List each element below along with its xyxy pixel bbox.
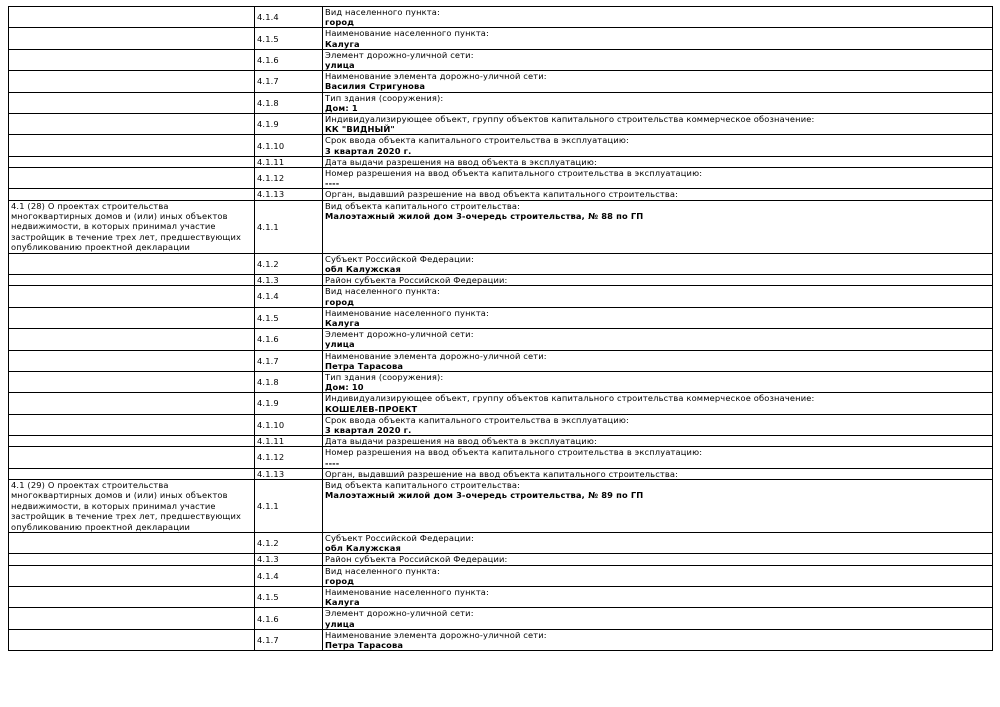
table-row [9, 468, 993, 479]
section-cell [9, 92, 255, 113]
field-value: обл Калужская [325, 543, 402, 554]
table-row [9, 554, 993, 565]
field-label: Тип здания (сооружения): [325, 371, 444, 382]
item-description [323, 71, 993, 92]
item-description [323, 565, 993, 586]
item-number: 4.1.11 [255, 436, 323, 447]
field-value: улица [325, 618, 355, 629]
item-number: 4.1.3 [255, 275, 323, 286]
item-number: 4.1.7 [255, 71, 323, 92]
field-label: Номер разрешения на ввод объекта капитального строительства в эксплуатацию: [325, 447, 703, 458]
section-cell [9, 554, 255, 565]
item-number: 4.1.5 [255, 307, 323, 328]
table-row [9, 350, 993, 371]
section-cell [9, 447, 255, 468]
field-label: Орган, выдавший разрешение на ввод объекта капитального строительства: [325, 189, 679, 200]
section-cell [9, 28, 255, 49]
item-description [323, 371, 993, 392]
field-value: Дом: 10 [325, 382, 364, 393]
item-description [323, 532, 993, 553]
section-cell [9, 393, 255, 414]
table-row [9, 565, 993, 586]
item-description [323, 156, 993, 167]
field-value: ---- [325, 457, 340, 468]
table-row [9, 135, 993, 156]
table-row [9, 28, 993, 49]
declaration-table [8, 6, 993, 651]
item-description [323, 168, 993, 189]
field-value: город [325, 17, 355, 28]
table-row [9, 307, 993, 328]
item-number: 4.1.13 [255, 189, 323, 200]
field-value: улица [325, 339, 355, 350]
section-cell [9, 189, 255, 200]
item-description [323, 329, 993, 350]
item-number: 4.1.7 [255, 629, 323, 650]
table-row [9, 371, 993, 392]
section-cell [9, 414, 255, 435]
field-label: Наименование населенного пункта: [325, 587, 489, 597]
field-value: КОШЕЛЕВ-ПРОЕКТ [325, 403, 418, 414]
field-label: Индивидуализирующее объект, группу объектов капитального строительства коммерческое обозначение: [325, 114, 815, 125]
item-description [323, 28, 993, 49]
field-value: Петра Тарасова [325, 640, 404, 651]
item-description [323, 350, 993, 371]
field-label: Вид населенного пункта: [325, 286, 440, 297]
item-description [323, 307, 993, 328]
field-label: Район субъекта Российской Федерации: [325, 275, 508, 286]
table-row [9, 200, 993, 253]
item-description [323, 286, 993, 307]
item-number: 4.1.2 [255, 532, 323, 553]
item-description [323, 629, 993, 650]
section-cell [9, 608, 255, 629]
field-value: Калуга [325, 597, 360, 608]
table-row [9, 114, 993, 135]
table-row [9, 447, 993, 468]
item-description [323, 414, 993, 435]
field-value: Калуга [325, 317, 360, 328]
item-description [323, 275, 993, 286]
item-number: 4.1.5 [255, 28, 323, 49]
section-cell [9, 371, 255, 392]
field-label: Вид объекта капитального строительства: [325, 479, 521, 490]
item-number: 4.1.12 [255, 447, 323, 468]
section-cell [9, 253, 255, 274]
section-cell [9, 275, 255, 286]
section-cell [9, 71, 255, 92]
item-description [323, 479, 993, 532]
item-number: 4.1.7 [255, 350, 323, 371]
field-label: Индивидуализирующее объект, группу объектов капитального строительства коммерческое обозначение: [325, 393, 815, 404]
item-number: 4.1.12 [255, 168, 323, 189]
section-cell [9, 532, 255, 553]
item-description [323, 447, 993, 468]
section-cell [9, 307, 255, 328]
item-description [323, 393, 993, 414]
field-value: 3 квартал 2020 г. [325, 424, 412, 435]
field-label: Субъект Российской Федерации: [325, 253, 474, 264]
field-label: Субъект Российской Федерации: [325, 532, 474, 543]
item-description [323, 554, 993, 565]
item-number: 4.1.1 [255, 479, 323, 532]
item-number: 4.1.6 [255, 608, 323, 629]
field-value: 3 квартал 2020 г. [325, 145, 412, 156]
table-row [9, 168, 993, 189]
field-label: Наименование населенного пункта: [325, 28, 489, 39]
item-number: 4.1.6 [255, 329, 323, 350]
field-label: Орган, выдавший разрешение на ввод объекта капитального строительства: [325, 468, 679, 479]
section-cell [9, 135, 255, 156]
table-row [9, 436, 993, 447]
item-number: 4.1.4 [255, 286, 323, 307]
section-cell [9, 629, 255, 650]
field-label: Наименование элемента дорожно-уличной сети: [325, 71, 547, 82]
field-label: Наименование населенного пункта: [325, 307, 489, 318]
item-number: 4.1.6 [255, 49, 323, 70]
section-cell [9, 436, 255, 447]
item-number: 4.1.9 [255, 114, 323, 135]
item-description [323, 49, 993, 70]
section-cell [9, 329, 255, 350]
field-value: улица [325, 60, 355, 71]
field-value: Василия Стригунова [325, 81, 426, 92]
item-number: 4.1.11 [255, 156, 323, 167]
item-description [323, 587, 993, 608]
section-cell [9, 468, 255, 479]
section-cell [9, 350, 255, 371]
field-label: Дата выдачи разрешения на ввод объекта в эксплуатацию: [325, 436, 597, 447]
item-description [323, 608, 993, 629]
item-description [323, 468, 993, 479]
table-row [9, 329, 993, 350]
item-description [323, 114, 993, 135]
table-row [9, 587, 993, 608]
table-row [9, 92, 993, 113]
item-number: 4.1.9 [255, 393, 323, 414]
section-cell [9, 587, 255, 608]
table-row [9, 414, 993, 435]
section-cell [9, 114, 255, 135]
item-number: 4.1.2 [255, 253, 323, 274]
section-cell [9, 565, 255, 586]
section-cell: 4.1 (29) О проектах строительства многоквартирных домов и (или) иных объектов недвижимости, в которых принимал участие застройщик в течение трех лет, предшествующих опубликованию проектной декларации [9, 479, 255, 532]
table-row [9, 253, 993, 274]
item-number: 4.1.3 [255, 554, 323, 565]
field-value: город [325, 575, 355, 586]
item-number: 4.1.13 [255, 468, 323, 479]
item-description [323, 436, 993, 447]
table-row [9, 156, 993, 167]
field-value: КК "ВИДНЫЙ" [325, 124, 395, 135]
field-label: Элемент дорожно-уличной сети: [325, 49, 474, 60]
field-label: Вид объекта капитального строительства: [325, 200, 521, 211]
field-label: Тип здания (сооружения): [325, 92, 444, 103]
field-label: Элемент дорожно-уличной сети: [325, 329, 474, 340]
field-value: Малоэтажный жилой дом 3-очередь строительства, № 88 по ГП [325, 210, 644, 221]
table-row [9, 49, 993, 70]
item-number: 4.1.4 [255, 7, 323, 28]
field-value: Малоэтажный жилой дом 3-очередь строительства, № 89 по ГП [325, 490, 644, 501]
item-number: 4.1.1 [255, 200, 323, 253]
table-row [9, 479, 993, 532]
item-description [323, 7, 993, 28]
field-label: Вид населенного пункта: [325, 565, 440, 576]
field-value: ---- [325, 178, 340, 189]
table-row [9, 608, 993, 629]
field-value: Калуга [325, 38, 360, 49]
item-description [323, 253, 993, 274]
table-body [9, 7, 993, 651]
item-description [323, 189, 993, 200]
field-label: Наименование элемента дорожно-уличной сети: [325, 350, 547, 361]
item-description [323, 200, 993, 253]
field-label: Срок ввода объекта капитального строительства в эксплуатацию: [325, 414, 629, 425]
item-number: 4.1.4 [255, 565, 323, 586]
field-label: Элемент дорожно-уличной сети: [325, 608, 474, 619]
section-cell [9, 49, 255, 70]
field-label: Вид населенного пункта: [325, 7, 440, 17]
field-label: Дата выдачи разрешения на ввод объекта в эксплуатацию: [325, 156, 597, 167]
table-row [9, 7, 993, 28]
field-value: Петра Тарасова [325, 360, 404, 371]
field-label: Район субъекта Российской Федерации: [325, 554, 508, 565]
table-row [9, 286, 993, 307]
field-label: Номер разрешения на ввод объекта капитального строительства в эксплуатацию: [325, 168, 703, 179]
section-cell [9, 286, 255, 307]
table-row [9, 189, 993, 200]
field-value: обл Калужская [325, 263, 402, 274]
table-row [9, 275, 993, 286]
table-row [9, 629, 993, 650]
item-number: 4.1.8 [255, 371, 323, 392]
section-cell [9, 156, 255, 167]
item-number: 4.1.10 [255, 414, 323, 435]
item-number: 4.1.10 [255, 135, 323, 156]
item-number: 4.1.5 [255, 587, 323, 608]
section-cell [9, 168, 255, 189]
field-value: город [325, 296, 355, 307]
item-description [323, 92, 993, 113]
section-cell [9, 7, 255, 28]
table-row [9, 393, 993, 414]
item-description [323, 135, 993, 156]
field-label: Наименование элемента дорожно-уличной сети: [325, 629, 547, 640]
section-cell: 4.1 (28) О проектах строительства многоквартирных домов и (или) иных объектов недвижимости, в которых принимал участие застройщик в течение трех лет, предшествующих опубликованию проектной декларации [9, 200, 255, 253]
field-label: Срок ввода объекта капитального строительства в эксплуатацию: [325, 135, 629, 146]
field-value: Дом: 1 [325, 102, 358, 113]
table-row [9, 532, 993, 553]
item-number: 4.1.8 [255, 92, 323, 113]
table-row [9, 71, 993, 92]
